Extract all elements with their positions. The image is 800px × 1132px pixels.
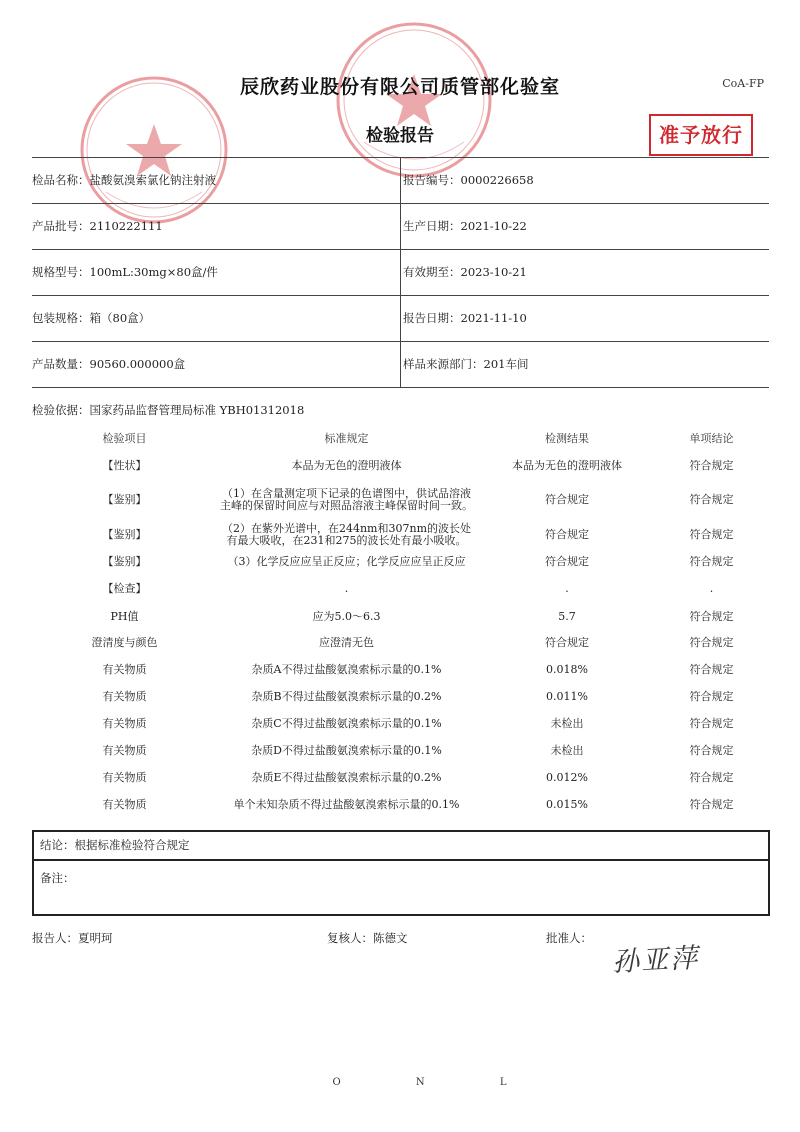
sample-src-cell: 样品来源部门：201车间 <box>400 342 528 387</box>
item-conclusion: . <box>709 582 714 595</box>
pack-cell: 包装规格：箱（80盒） <box>32 311 151 325</box>
spec: 100mL:30mg×80盒/件 <box>89 265 218 279</box>
lab-title: 辰欣药业股份有限公司质管部化验室 <box>239 76 560 98</box>
document-code: CoA-FP <box>722 77 764 90</box>
approver-label: 批准人： <box>546 931 592 945</box>
product-info-table <box>32 157 769 388</box>
col-header-conclusion: 单项结论 <box>689 431 734 445</box>
result: . <box>565 582 569 595</box>
test-results-table <box>32 425 769 818</box>
batch-cell: 产品批号：2110222111 <box>32 219 163 233</box>
item-conclusion: 符合规定 <box>689 662 734 676</box>
test-item: 有关物质 <box>102 797 147 811</box>
report-date: 2021-11-10 <box>460 311 527 325</box>
reviewer: 复核人：陈德文 <box>327 931 408 945</box>
result: 本品为无色的澄明液体 <box>512 458 622 472</box>
standard: 应澄清无色 <box>319 636 374 649</box>
standard: （2）在紫外光谱中，在244nm和307nm的波长处有最大吸收，在231和275的波长处有最小吸收。 <box>221 522 472 547</box>
item-conclusion: 符合规定 <box>689 636 734 649</box>
conclusion-box <box>32 830 770 916</box>
col-header-result: 检测结果 <box>545 431 589 445</box>
item-conclusion: 符合规定 <box>689 743 734 757</box>
report-no: 0000226658 <box>460 173 534 187</box>
result: 0.018% <box>546 662 588 676</box>
table-row <box>32 764 769 791</box>
item-conclusion: 符合规定 <box>689 797 734 811</box>
report-date-cell: 报告日期：2021-11-10 <box>400 296 527 341</box>
table-row <box>32 630 769 656</box>
company-seal-top <box>334 20 494 180</box>
item-conclusion: 符合规定 <box>689 609 734 623</box>
info-row <box>32 249 769 295</box>
col-header-item: 检验项目 <box>102 431 147 445</box>
standard: （1）在含量测定项下记录的色谱图中，供试品溶液主峰的保留时间应与对照品溶液主峰保留时间一致。 <box>220 487 473 512</box>
standard: 单个未知杂质不得过盐酸氨溴索标示量的0.1% <box>233 797 460 811</box>
standard: 杂质D不得过盐酸氨溴索标示量的0.1% <box>251 743 442 757</box>
standard: 杂质A不得过盐酸氨溴索标示量的0.1% <box>251 662 442 676</box>
standard: 应为5.0～6.3 <box>312 609 381 623</box>
test-item: 【检查】 <box>102 582 147 595</box>
standard: 本品为无色的澄明液体 <box>291 458 402 472</box>
conclusion-text: 结论：根据标准检验符合规定 <box>34 832 768 861</box>
table-row <box>32 737 769 764</box>
test-item: PH值 <box>110 609 139 623</box>
info-row <box>32 295 769 341</box>
info-row <box>32 341 769 388</box>
result: 未检出 <box>550 743 584 757</box>
pack-spec: 箱（80盒） <box>89 311 151 325</box>
test-basis: 检验依据：国家药品监督管理局标准 YBH01312018 <box>32 403 305 417</box>
release-stamp: 准予放行 <box>649 114 753 156</box>
result: 0.015% <box>546 797 588 811</box>
item-conclusion: 符合规定 <box>689 716 734 730</box>
remarks-label: 备注： <box>40 871 75 885</box>
item-conclusion: 符合规定 <box>689 555 734 568</box>
test-item: 【鉴别】 <box>102 555 147 568</box>
test-item: 有关物质 <box>102 716 147 730</box>
table-row <box>32 521 769 549</box>
col-header-standard: 标准规定 <box>324 431 369 445</box>
result: 5.7 <box>558 609 576 623</box>
result: 0.012% <box>546 770 588 784</box>
info-row <box>32 203 769 249</box>
table-row <box>32 603 769 630</box>
table-row <box>32 791 769 818</box>
item-conclusion: 符合规定 <box>689 770 734 784</box>
standard: . <box>344 582 349 595</box>
expiry-cell: 有效期至：2023-10-21 <box>400 250 527 295</box>
result: 符合规定 <box>545 493 589 506</box>
sample-source: 201车间 <box>483 357 529 371</box>
table-row <box>32 479 769 521</box>
result: 0.011% <box>546 689 588 703</box>
product-name-cell: 检品名称：盐酸氨溴索氯化钠注射液 <box>32 173 216 187</box>
table-row <box>32 710 769 737</box>
footer-mark: O N L <box>332 1077 543 1088</box>
table-row <box>32 683 769 710</box>
result: 符合规定 <box>545 528 589 541</box>
test-item: 澄清度与颜色 <box>91 636 158 649</box>
report-title: 检验报告 <box>366 126 434 146</box>
test-item: 有关物质 <box>102 689 147 703</box>
approver-signature: 孙亚萍 <box>611 942 700 979</box>
result: 符合规定 <box>545 555 589 568</box>
spec-cell: 规格型号：100mL:30mg×80盒/件 <box>32 265 218 279</box>
result: 符合规定 <box>545 636 589 649</box>
info-row <box>32 157 769 203</box>
standard: （3）化学反应应呈正反应；化学反应应呈正反应 <box>227 555 466 568</box>
result: 未检出 <box>550 716 584 730</box>
standard: 杂质C不得过盐酸氨溴索标示量的0.1% <box>251 716 442 730</box>
production-date: 2021-10-22 <box>460 219 527 233</box>
table-row <box>32 549 769 575</box>
item-conclusion: 符合规定 <box>689 458 734 472</box>
expiry-date: 2023-10-21 <box>460 265 527 279</box>
item-conclusion: 符合规定 <box>689 528 734 541</box>
batch-no: 2110222111 <box>89 219 163 233</box>
table-row <box>32 452 769 479</box>
reporter: 报告人：夏明珂 <box>32 931 113 945</box>
standard: 杂质B不得过盐酸氨溴索标示量的0.2% <box>251 689 442 703</box>
test-item: 有关物质 <box>102 743 147 757</box>
standard: 杂质E不得过盐酸氨溴索标示量的0.2% <box>251 770 442 784</box>
table-row <box>32 575 769 603</box>
item-conclusion: 符合规定 <box>689 689 734 703</box>
test-item: 【鉴别】 <box>102 493 147 506</box>
table-row <box>32 656 769 683</box>
test-item: 有关物质 <box>102 770 147 784</box>
prod-date-cell: 生产日期：2021-10-22 <box>400 204 527 249</box>
item-conclusion: 符合规定 <box>689 493 734 506</box>
test-item: 有关物质 <box>102 662 147 676</box>
table-header <box>32 425 769 452</box>
report-no-cell: 报告编号：0000226658 <box>400 158 534 203</box>
test-item: 【性状】 <box>102 458 147 472</box>
table-body <box>32 452 769 818</box>
qty-cell: 产品数量：90560.000000盒 <box>32 357 186 371</box>
product-name: 盐酸氨溴索氯化钠注射液 <box>89 173 216 187</box>
product-qty: 90560.000000盒 <box>89 357 186 371</box>
test-item: 【鉴别】 <box>102 528 147 541</box>
